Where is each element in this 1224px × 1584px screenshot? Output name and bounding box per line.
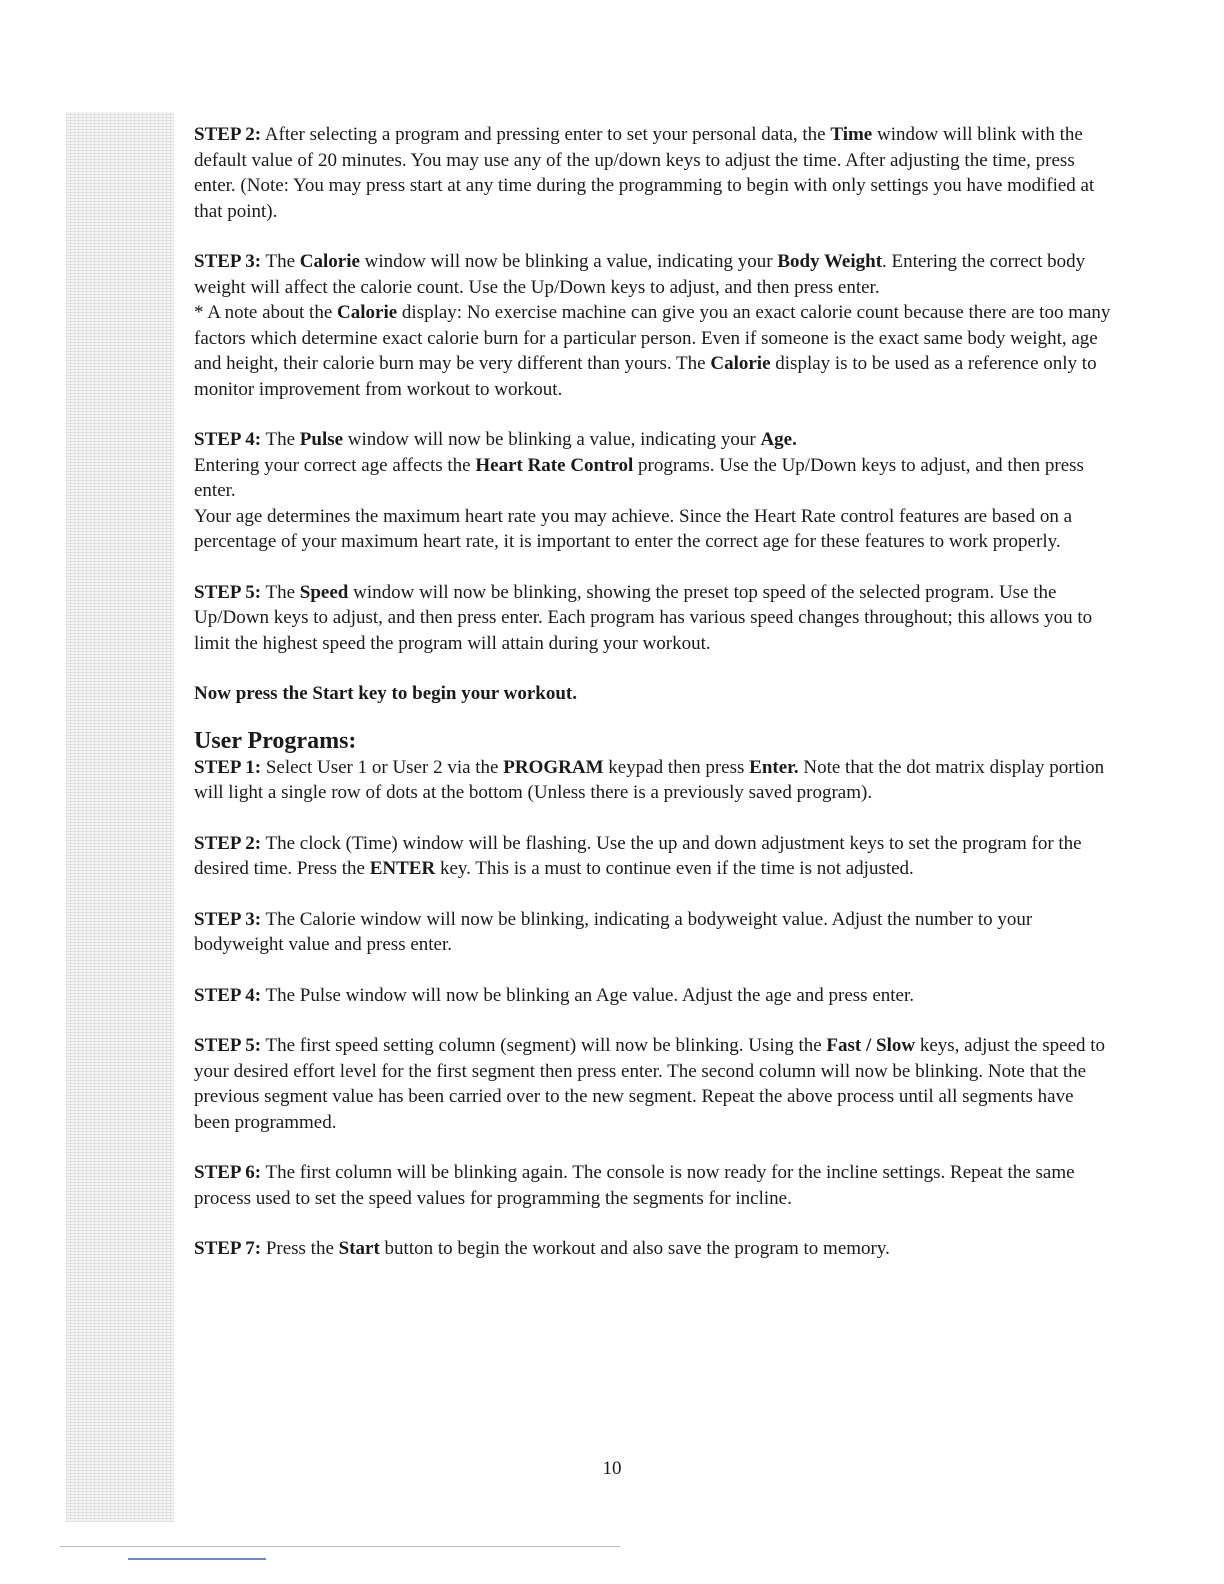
bold-term: PROGRAM [503, 756, 604, 778]
calorie-note-paragraph [194, 300, 1114, 402]
text: window will now be blinking a value, indicating your [359, 251, 778, 272]
text: Note that the dot matrix display portion will light a single row of dots at the bottom (Unless there is a previously saved program). [194, 756, 1105, 803]
step-3-paragraph [194, 249, 1114, 300]
user-step-6-paragraph [194, 1160, 1114, 1211]
user-step-3-paragraph [194, 907, 1114, 958]
text: display: No exercise machine can give you an exact calorie count because there are too many factors which determine exact calorie burn for a particular person. Even if someone is the exact same body weight, age and height, their calorie burn may be very different than yours. The [194, 302, 1111, 374]
text: . Entering the correct body weight will affect the calorie count. Use the Up/Down keys to adjust, and then press enter. [194, 251, 1086, 298]
text: keypad then press [603, 756, 750, 778]
step-label: STEP 1: [194, 756, 262, 778]
text: keys, adjust the speed to your desired effort level for the first segment then press enter. The second column will now be blinking. Note that the previous segment value has been carried over to the new segment. Repeat the above process until all segments have been programmed. [194, 1035, 1106, 1133]
text: programs. Use the Up/Down keys to adjust, and then press enter. [194, 454, 1084, 501]
bold-term: Pulse [299, 429, 344, 450]
text: Select User 1 or User 2 via the [261, 756, 504, 778]
bold-term: Calorie [299, 251, 360, 272]
text: After selecting a program and pressing enter to set your personal data, the [261, 124, 831, 145]
text: The first column will be blinking again. The console is now ready for the incline settings. Repeat the same process used to set the speed values for programming the segments for incline. [194, 1162, 1075, 1209]
text: key. This is a must to continue even if the time is not adjusted. [435, 858, 914, 879]
bold-term: Calorie [337, 302, 398, 323]
max-heart-rate-paragraph: Your age determines the maximum heart rate you may achieve. Since the Heart Rate control features are based on a percentage of your maximum heart rate, it is important to enter the correct age for these features to work properly. [194, 505, 1073, 552]
page-content [194, 122, 1114, 1262]
step-5-paragraph [194, 580, 1114, 657]
text: The clock (Time) window will be flashing. Use the up and down adjustment keys to set the program for the desired time. Press the [194, 832, 1082, 879]
start-instruction [194, 681, 1114, 707]
scan-artifact-mark [128, 1558, 266, 1560]
bold-term: Heart Rate Control [475, 454, 634, 476]
page-number: 10 [602, 1458, 622, 1479]
user-step-2-paragraph [194, 831, 1114, 882]
text: The first speed setting column (segment) will now be blinking. Using the [261, 1035, 827, 1056]
text: The [261, 429, 300, 450]
user-step-5-paragraph [194, 1033, 1114, 1135]
scan-margin-strip [66, 112, 174, 1522]
text: window will now be blinking, showing the preset top speed of the selected program. Use the Up/Down keys to adjust, and then press enter. Each program has various speed changes throughout; this allows you to limit the highest speed the program will attain during your workout. [194, 581, 1093, 654]
bold-term: Enter. [749, 756, 799, 778]
scan-artifact-line [60, 1546, 620, 1547]
bold-term: Calorie [710, 353, 771, 374]
bold-term: Start [338, 1238, 380, 1259]
text: * A note about the [194, 302, 338, 323]
step-label: STEP 5: [194, 581, 262, 603]
user-step-4-paragraph [194, 983, 1114, 1009]
step-label: STEP 2: [194, 124, 262, 145]
text: window will blink with the default value of 20 minutes. You may use any of the up/down keys to adjust the time. After adjusting the time, press enter. (Note: You may press start at any time during the programming to begin with only settings you have modified at that point). [194, 124, 1095, 222]
user-step-7-paragraph [194, 1236, 1114, 1262]
step-4-paragraph [194, 427, 1114, 453]
text: display is to be used as a reference only to monitor improvement from workout to workout. [194, 353, 1097, 400]
user-step-1-paragraph [194, 755, 1114, 806]
step-2-paragraph [194, 122, 1114, 224]
text: The Pulse window will now be blinking an Age value. Adjust the age and press enter. [261, 984, 914, 1006]
bold-term: Speed [299, 581, 349, 603]
step-label: STEP 7: [194, 1238, 262, 1259]
text: Entering your correct age affects the [194, 454, 476, 476]
step-label: STEP 3: [194, 908, 262, 930]
step-label: STEP 3: [194, 251, 262, 272]
step-label: STEP 6: [194, 1162, 262, 1183]
bold-term: Body Weight [777, 251, 883, 272]
step-label: STEP 5: [194, 1035, 262, 1056]
bold-term: Time [830, 124, 873, 145]
step-label: STEP 4: [194, 429, 262, 450]
text: The Calorie window will now be blinking, indicating a bodyweight value. Adjust the number to your bodyweight value and press enter. [194, 908, 1033, 955]
text: The [261, 251, 300, 272]
bold-term: Fast / Slow [826, 1035, 916, 1056]
step-label: STEP 4: [194, 984, 262, 1006]
age-effect-paragraph [194, 453, 1114, 504]
text: Press the [261, 1238, 339, 1259]
text: window will now be blinking a value, indicating your [343, 429, 761, 450]
bold-term: Age. [760, 429, 797, 450]
text: button to begin the workout and also save the program to memory. [379, 1238, 890, 1259]
bold-instruction: Now press the Start key to begin your workout. [194, 683, 577, 704]
user-programs-heading: User Programs: [194, 727, 357, 754]
text: The [261, 581, 300, 603]
bold-term: ENTER [369, 858, 436, 879]
step-label: STEP 2: [194, 832, 262, 854]
